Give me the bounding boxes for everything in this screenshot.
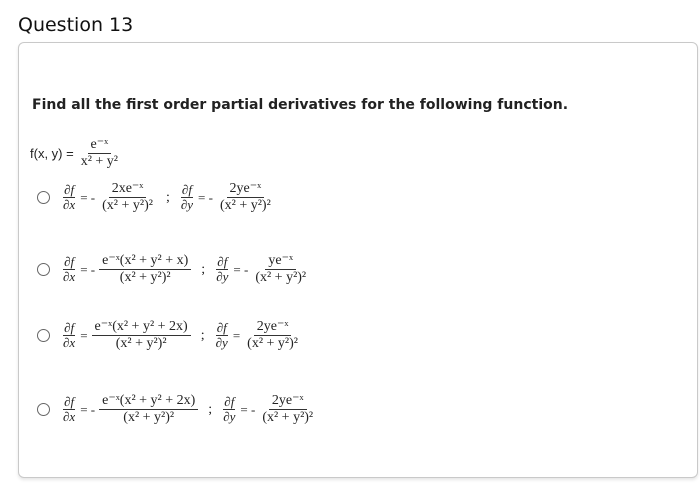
option-b-formula bbox=[62, 253, 309, 286]
partial-fy-symbol bbox=[180, 183, 194, 212]
radio-button-a[interactable] bbox=[37, 191, 50, 204]
partial-f: ∂f bbox=[217, 254, 228, 269]
radio-button-c[interactable] bbox=[37, 329, 50, 342]
fy-sign: = - bbox=[240, 401, 256, 417]
fy-sign: = - bbox=[233, 261, 249, 277]
question-title: Question 13 bbox=[18, 14, 134, 36]
fy-denominator: (x² + y²)² bbox=[262, 410, 314, 425]
fy-numerator: 2ye⁻ˣ bbox=[254, 319, 292, 336]
option-c-formula bbox=[62, 319, 301, 352]
fx-sign: = bbox=[80, 327, 88, 343]
fy-numerator: 2ye⁻ˣ bbox=[269, 393, 307, 410]
fx-sign: = - bbox=[80, 401, 96, 417]
fy-numerator: ye⁻ˣ bbox=[265, 253, 296, 270]
option-a-formula bbox=[62, 181, 274, 214]
fy-denominator: (x² + y²)² bbox=[247, 336, 298, 351]
fx-denominator: (x² + y²)² bbox=[115, 336, 167, 351]
separator: ; bbox=[200, 327, 205, 343]
partial-fx-symbol bbox=[62, 183, 76, 212]
answer-option-a[interactable] bbox=[37, 181, 274, 214]
fy-fraction bbox=[259, 393, 316, 426]
partial-f: ∂f bbox=[64, 394, 75, 409]
partial-y: ∂y bbox=[180, 197, 194, 212]
fx-fraction bbox=[99, 393, 198, 426]
partial-f: ∂f bbox=[64, 320, 75, 335]
fx-denominator: (x² + y²)² bbox=[119, 270, 171, 285]
partial-f: ∂f bbox=[181, 182, 192, 197]
partial-fy-symbol bbox=[215, 321, 229, 350]
fy-fraction bbox=[244, 319, 301, 352]
fy-numerator: 2ye⁻ˣ bbox=[227, 181, 265, 198]
partial-x: ∂x bbox=[63, 409, 76, 424]
partial-x: ∂x bbox=[63, 269, 76, 284]
partial-y: ∂y bbox=[216, 269, 229, 284]
question-prompt: Find all the first order partial derivatives for the following function. bbox=[32, 97, 569, 113]
fx-numerator: e⁻ˣ(x² + y² + 2x) bbox=[99, 393, 198, 410]
separator: ; bbox=[208, 401, 213, 417]
partial-fx-symbol bbox=[62, 321, 76, 350]
fy-denominator: (x² + y²)² bbox=[255, 270, 307, 285]
partial-fx-symbol bbox=[62, 395, 76, 424]
function-definition bbox=[30, 137, 121, 170]
fx-numerator: e⁻ˣ(x² + y² + x) bbox=[99, 253, 191, 270]
function-denominator: x² + y² bbox=[80, 154, 118, 169]
answer-option-c[interactable] bbox=[37, 319, 301, 352]
fx-denominator: (x² + y²)² bbox=[123, 410, 175, 425]
radio-button-b[interactable] bbox=[37, 263, 50, 276]
answer-option-b[interactable] bbox=[37, 253, 309, 286]
fx-numerator: e⁻ˣ(x² + y² + 2x) bbox=[92, 319, 191, 336]
question-card bbox=[18, 42, 698, 478]
radio-button-d[interactable] bbox=[37, 403, 50, 416]
partial-y: ∂y bbox=[223, 409, 236, 424]
fx-denominator: (x² + y²)² bbox=[102, 198, 153, 213]
fx-fraction bbox=[92, 319, 191, 352]
separator: ; bbox=[201, 261, 206, 277]
partial-y: ∂y bbox=[215, 335, 228, 350]
partial-x: ∂x bbox=[63, 197, 76, 212]
partial-fy-symbol bbox=[222, 395, 236, 424]
function-fraction bbox=[78, 137, 121, 170]
partial-f: ∂f bbox=[64, 254, 75, 269]
fx-numerator: 2xe⁻ˣ bbox=[109, 181, 147, 198]
option-d-formula bbox=[62, 393, 316, 426]
fx-fraction bbox=[99, 253, 191, 286]
separator: ; bbox=[165, 189, 170, 205]
fx-sign: = - bbox=[80, 261, 96, 277]
partial-f: ∂f bbox=[216, 320, 227, 335]
partial-f: ∂f bbox=[224, 394, 235, 409]
fx-sign: = - bbox=[80, 189, 96, 205]
fy-denominator: (x² + y²)² bbox=[219, 198, 271, 213]
fy-fraction bbox=[252, 253, 309, 286]
fx-fraction bbox=[99, 181, 156, 214]
function-label: f(x, y) = bbox=[30, 146, 74, 161]
fy-fraction bbox=[217, 181, 274, 214]
fy-sign: = bbox=[232, 327, 241, 343]
answer-option-d[interactable] bbox=[37, 393, 316, 426]
partial-x: ∂x bbox=[63, 335, 76, 350]
partial-fy-symbol bbox=[215, 255, 229, 284]
partial-f: ∂f bbox=[64, 182, 75, 197]
function-numerator: e⁻ˣ bbox=[88, 137, 112, 154]
fy-sign: = - bbox=[198, 189, 213, 205]
partial-fx-symbol bbox=[62, 255, 76, 284]
